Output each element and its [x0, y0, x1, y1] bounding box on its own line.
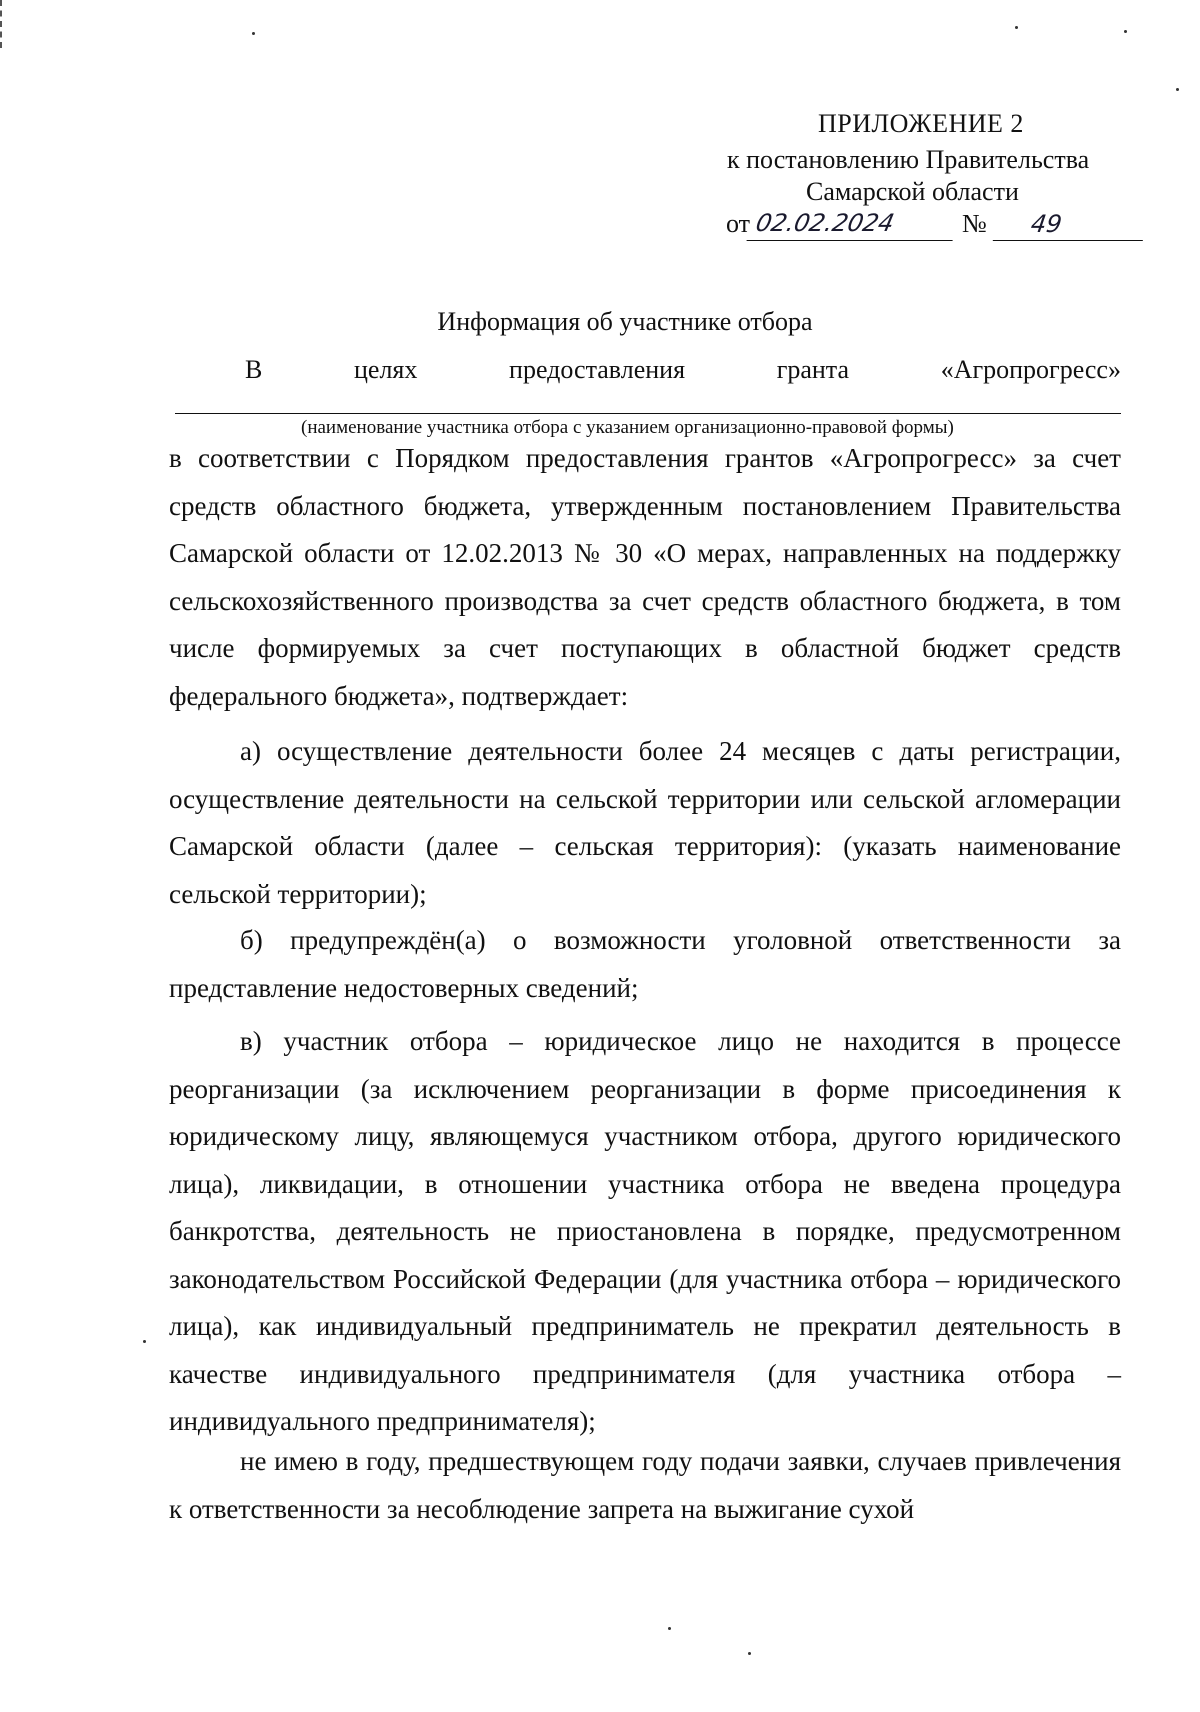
scan-speck	[143, 1340, 146, 1343]
scan-speck	[252, 32, 255, 35]
scan-speck	[668, 1627, 671, 1630]
item-v-paragraph: в) участник отбора – юридическое лицо не находится в процессе реорганизации (за исключением реорганизации в форме присоединения к юридическому лицу, являющемуся участником отбора, другого юридического лица), ликвидации, в отношении участника отбора не введена процедура банкротства, деятельность не приостановлена в порядке, предусмотренном законодательством Российской Федерации (для участника отбора – юридического лица), как индивидуальный предприниматель не прекратил деятельность в качестве индивидуального предпринимателя (для участника отбора – индивидуального предпринимателя);	[169, 1026, 1121, 1436]
scan-speck	[1015, 26, 1018, 29]
appendix-region-line: Самарской области	[806, 177, 1019, 206]
item-last-block	[169, 1438, 1121, 1533]
participant-name-caption: (наименование участника отбора с указанием организационно-правовой формы)	[301, 417, 954, 438]
scan-edge-mark	[0, 0, 4, 48]
handwritten-date: 02.02.2024	[747, 208, 960, 241]
intro-line	[245, 353, 1121, 387]
item-last-paragraph: не имею в году, предшествующем году подачи заявки, случаев привлечения к ответственности за несоблюдение запрета на выжигание сухой	[169, 1446, 1121, 1524]
scan-speck	[1176, 88, 1179, 91]
scan-speck	[748, 1652, 751, 1655]
main-paragraph: в соответствии с Порядком предоставления грантов «Агропрогресс» за счет средств областного бюджета, утвержденным постановлением Правительства Самарской области от 12.02.2013 № 30 «О мерах, направленных на поддержку сельскохозяйственного производства за счет средств областного бюджета, в том числе формируемых за счет поступающих в областной бюджет средств федерального бюджета», подтверждает:	[169, 443, 1121, 711]
item-b-paragraph: б) предупреждён(а) о возможности уголовной ответственности за представление недостоверных сведений;	[169, 925, 1121, 1003]
handwritten-number: 49	[993, 209, 1147, 241]
intro-word: целях	[354, 355, 418, 384]
item-v-block	[169, 1018, 1121, 1446]
item-b-block	[169, 917, 1121, 1012]
intro-word: гранта	[776, 355, 850, 384]
intro-word: «Агропрогресс»	[940, 355, 1121, 384]
document-heading: Информация об участнике отбора	[437, 307, 813, 336]
participant-name-blank	[175, 413, 1121, 414]
appendix-date-number-line	[726, 205, 1145, 241]
item-a-block	[169, 728, 1121, 918]
appendix-resolution-line: к постановлению Правительства	[727, 145, 1090, 174]
intro-word: предоставления	[509, 355, 686, 384]
main-paragraph-block	[169, 435, 1121, 720]
intro-word: В	[245, 355, 263, 384]
appendix-title: ПРИЛОЖЕНИЕ 2	[818, 109, 1024, 138]
date-prefix: от	[726, 209, 751, 238]
number-sign: №	[962, 209, 987, 238]
scan-speck	[1124, 30, 1127, 33]
item-a-paragraph: а) осуществление деятельности более 24 месяцев с даты регистрации, осуществление деятельности на сельской территории или сельской агломерации Самарской области (далее – сельская территория): (указать наименование сельской территории);	[169, 736, 1121, 909]
